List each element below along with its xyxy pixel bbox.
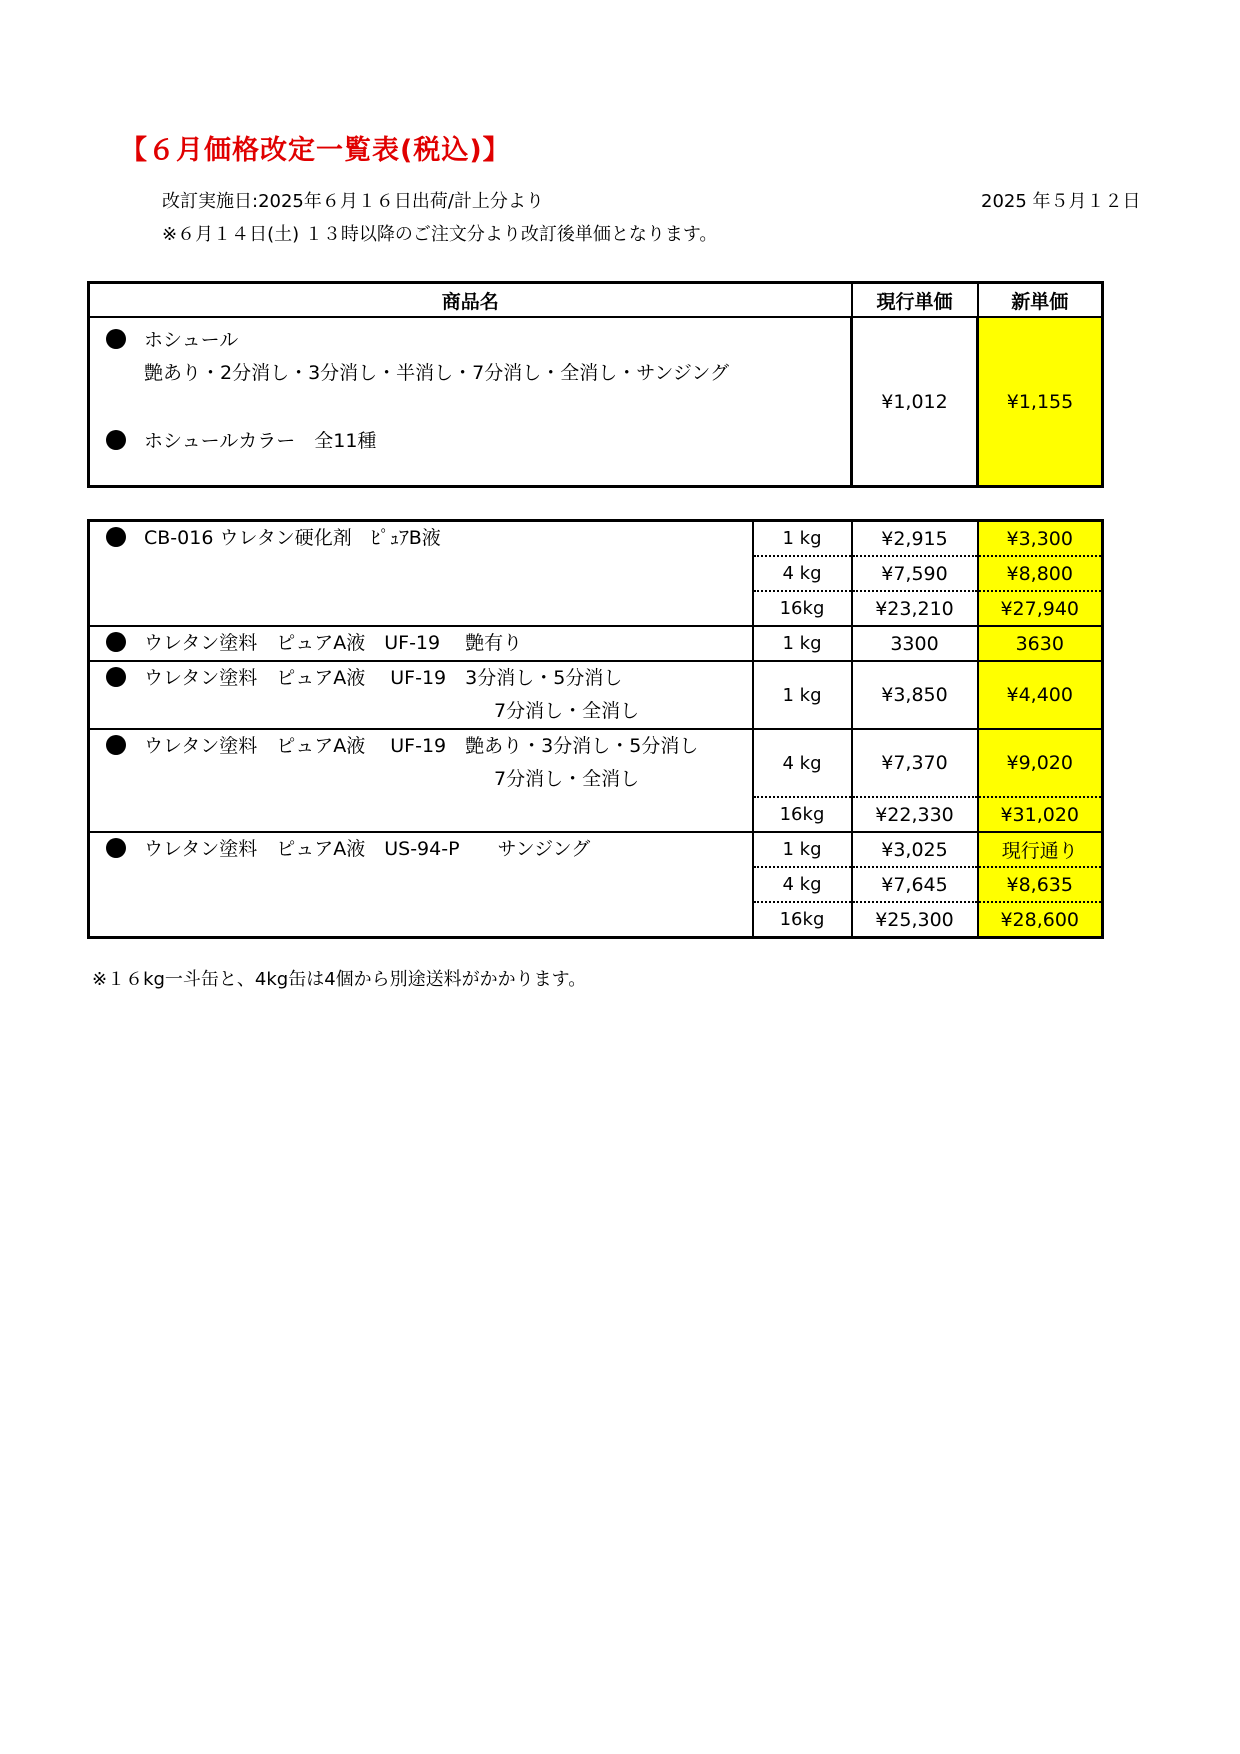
table-row [89,832,1103,867]
list-item [106,425,850,458]
header-new-price: 新単価 [978,283,1103,318]
bullet-icon [106,735,126,755]
current-price: ¥7,645 [852,867,978,902]
table-row [89,661,1103,729]
table-row [89,317,1103,487]
issue-date: 2025 年５月１２日 [981,191,1141,212]
product-cell [89,729,753,832]
current-price: ¥2,915 [852,521,978,557]
bullet-icon [106,667,126,687]
new-price: ¥8,635 [978,867,1103,902]
current-price: ¥1,012 [852,317,978,487]
current-price: ¥25,300 [852,902,978,938]
table-row [89,521,1103,557]
bullet-icon [106,430,126,450]
current-price: ¥3,850 [852,661,978,729]
size-cell: 1 kg [753,832,852,867]
product-name: ホシュールカラー 全11種 [144,430,377,452]
new-price: 3630 [978,626,1103,661]
product-cell [89,626,753,661]
size-cell: 16kg [753,797,852,832]
list-item [106,324,850,357]
product-name-continued: 7分消し・全消し [494,768,640,790]
header-current-price: 現行単価 [852,283,978,318]
new-price: ¥28,600 [978,902,1103,938]
product-cell [89,661,753,729]
size-cell: 16kg [753,591,852,626]
footnote: ※１６kg一斗缶と、4kg缶は4個から別途送料がかかります。 [92,969,587,990]
product-variants: 艶あり・2分消し・3分消し・半消し・7分消し・全消し・サンジング [144,362,729,384]
size-cell: 4 kg [753,729,852,797]
table-header-row [89,283,1103,318]
product-name: ウレタン塗料 ピュアA液 UF-19 3分消し・5分消し [144,667,623,689]
price-table-hoshuru [87,281,1104,488]
product-name: ウレタン塗料 ピュアA液 UF-19 艶有り [144,632,523,654]
new-price: ¥3,300 [978,521,1103,557]
size-cell: 4 kg [753,867,852,902]
current-price: 3300 [852,626,978,661]
product-cell [89,521,753,627]
new-price: ¥9,020 [978,729,1103,797]
new-price: ¥27,940 [978,591,1103,626]
new-price: ¥31,020 [978,797,1103,832]
product-name: ホシュール [144,329,239,351]
product-cell [89,832,753,938]
current-price: ¥23,210 [852,591,978,626]
current-price: ¥22,330 [852,797,978,832]
product-name-continued: 7分消し・全消し [494,700,640,722]
size-cell: 1 kg [753,661,852,729]
product-name: ウレタン塗料 ピュアA液 US-94-P サンジング [144,838,591,860]
size-cell: 1 kg [753,626,852,661]
table-row [89,626,1103,661]
current-price: ¥7,590 [852,556,978,591]
size-cell: 1 kg [753,521,852,557]
bullet-icon [106,329,126,349]
new-price: ¥8,800 [978,556,1103,591]
bullet-icon [106,632,126,652]
page-title: 【６月価格改定一覧表(税込)】 [120,135,511,166]
new-price: ¥4,400 [978,661,1103,729]
size-cell: 16kg [753,902,852,938]
bullet-icon [106,838,126,858]
price-table-urethane [87,519,1104,939]
effective-date: 改訂実施日:2025年６月１６日出荷/計上分より [162,191,544,212]
bullet-icon [106,527,126,547]
product-cell [89,317,852,487]
product-name: ウレタン塗料 ピュアA液 UF-19 艶あり・3分消し・5分消し [144,735,699,757]
current-price: ¥7,370 [852,729,978,797]
new-price: ¥1,155 [978,317,1103,487]
order-note: ※６月１４日(土) １３時以降のご注文分より改訂後単価となります。 [162,224,718,245]
table-row [89,729,1103,797]
header-product-name: 商品名 [89,283,852,318]
current-price: ¥3,025 [852,832,978,867]
product-name: CB-016 ウレタン硬化剤 ﾋﾟｭｱB液 [144,527,441,549]
size-cell: 4 kg [753,556,852,591]
new-price: 現行通り [978,832,1103,867]
